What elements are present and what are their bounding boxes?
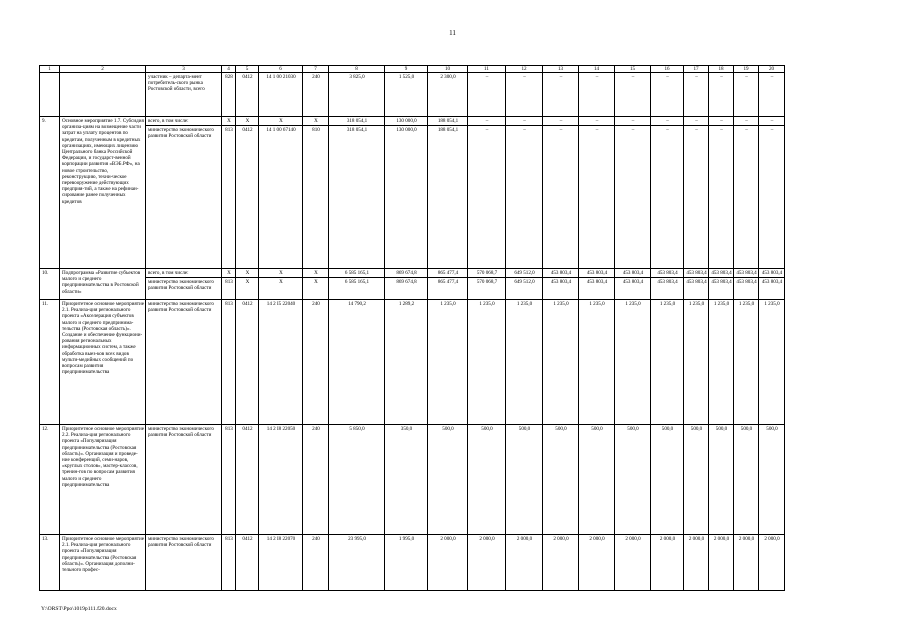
grbs-code-cell: 813	[222, 278, 236, 300]
year-amount-cell: –	[734, 73, 759, 117]
year-amount-cell: 649 512,0	[506, 269, 543, 278]
column-header: 5	[236, 66, 259, 73]
grbs-code-cell: 813	[222, 425, 236, 535]
table-row	[40, 269, 785, 278]
year-amount-cell: 1 525,0	[385, 73, 428, 117]
column-header: 8	[329, 66, 385, 73]
csr-code-cell: 14 2 I8 22070	[259, 535, 303, 591]
year-amount-cell: –	[579, 126, 615, 269]
row-number-cell: 9.	[40, 117, 60, 269]
column-header: 1	[40, 66, 60, 73]
year-amount-cell: 188 054,1	[428, 126, 468, 269]
table-row	[40, 117, 785, 126]
year-amount-cell: 2 000,0	[579, 535, 615, 591]
row-number-cell	[40, 73, 60, 117]
year-amount-cell: –	[651, 73, 684, 117]
year-amount-cell: 2 300,0	[428, 73, 468, 117]
year-amount-cell: 2 000,0	[684, 535, 709, 591]
column-header: 6	[259, 66, 303, 73]
participant-cell: министерство экономического развития Ростовской области	[146, 126, 222, 269]
year-amount-cell: 869 674,8	[385, 278, 428, 300]
activity-title-cell	[60, 73, 146, 117]
participant-cell: всего, в том числе:	[146, 117, 222, 126]
row-number-cell: 13.	[40, 535, 60, 591]
year-amount-cell: 453 803,4	[759, 269, 785, 278]
total-amount-cell: 23 995,0	[329, 535, 385, 591]
year-amount-cell: –	[684, 117, 709, 126]
year-amount-cell: 1 235,0	[468, 300, 506, 425]
column-header: 14	[579, 66, 615, 73]
participant-cell: министерство экономического развития Ростовской области	[146, 535, 222, 591]
year-amount-cell: 500,0	[468, 425, 506, 535]
column-header: 16	[651, 66, 684, 73]
year-amount-cell: 500,0	[428, 425, 468, 535]
grbs-code-cell: 813	[222, 535, 236, 591]
grbs-code-cell: 813	[222, 126, 236, 269]
year-amount-cell: –	[709, 73, 734, 117]
year-amount-cell: 1 995,0	[385, 535, 428, 591]
column-header: 17	[684, 66, 709, 73]
column-header: 7	[303, 66, 329, 73]
year-amount-cell: 453 803,4	[684, 269, 709, 278]
year-amount-cell: 869 674,8	[385, 269, 428, 278]
total-amount-cell: 5 850,0	[329, 425, 385, 535]
header-row	[40, 66, 785, 73]
rzpr-code-cell: 0412	[236, 126, 259, 269]
participant-cell: министерство экономического развития Ростовской области	[146, 278, 222, 300]
grbs-code-cell: 813	[222, 300, 236, 425]
grbs-code-cell: 828	[222, 73, 236, 117]
column-header: 19	[734, 66, 759, 73]
vr-code-cell: 240	[303, 73, 329, 117]
page-number: 11	[449, 29, 456, 37]
column-header: 11	[468, 66, 506, 73]
year-amount-cell: 1 235,0	[615, 300, 651, 425]
year-amount-cell: 453 803,4	[684, 278, 709, 300]
year-amount-cell: 453 803,4	[734, 278, 759, 300]
table-row	[40, 300, 785, 425]
year-amount-cell: 2 000,0	[428, 535, 468, 591]
footer-file-path: Y:\ORST\Ppo\1019p111.f20.docx	[41, 606, 117, 612]
year-amount-cell: –	[759, 117, 785, 126]
vr-code-cell: 240	[303, 425, 329, 535]
year-amount-cell: 500,0	[506, 425, 543, 535]
column-header: 9	[385, 66, 428, 73]
year-amount-cell: 1 235,0	[734, 300, 759, 425]
total-amount-cell: 3 825,0	[329, 73, 385, 117]
grbs-code-cell: Х	[222, 269, 236, 278]
year-amount-cell: –	[543, 126, 579, 269]
year-amount-cell: –	[506, 126, 543, 269]
budget-table-wrapper	[39, 65, 785, 591]
year-amount-cell: 500,0	[615, 425, 651, 535]
rzpr-code-cell: 0412	[236, 300, 259, 425]
year-amount-cell: 188 054,1	[428, 117, 468, 126]
year-amount-cell: 453 803,4	[651, 278, 684, 300]
year-amount-cell: 453 803,4	[543, 278, 579, 300]
total-amount-cell: 318 054,1	[329, 117, 385, 126]
vr-code-cell: 240	[303, 535, 329, 591]
year-amount-cell: 500,0	[734, 425, 759, 535]
csr-code-cell: 14 2 I8 22050	[259, 425, 303, 535]
grbs-code-cell: Х	[222, 117, 236, 126]
column-header: 10	[428, 66, 468, 73]
vr-code-cell: Х	[303, 117, 329, 126]
year-amount-cell: 2 000,0	[651, 535, 684, 591]
year-amount-cell: –	[543, 73, 579, 117]
year-amount-cell: –	[543, 117, 579, 126]
year-amount-cell: 2 000,0	[468, 535, 506, 591]
rzpr-code-cell: 0412	[236, 535, 259, 591]
year-amount-cell: 1 235,0	[428, 300, 468, 425]
row-number-cell: 11.	[40, 300, 60, 425]
year-amount-cell: 865 477,4	[428, 269, 468, 278]
year-amount-cell: 1 235,0	[684, 300, 709, 425]
year-amount-cell: –	[468, 73, 506, 117]
year-amount-cell: 500,0	[759, 425, 785, 535]
year-amount-cell: 865 477,4	[428, 278, 468, 300]
year-amount-cell: –	[684, 126, 709, 269]
year-amount-cell: 453 803,4	[734, 269, 759, 278]
column-header: 3	[146, 66, 222, 73]
year-amount-cell: 453 803,4	[709, 269, 734, 278]
year-amount-cell: 2 000,0	[759, 535, 785, 591]
year-amount-cell: 2 000,0	[709, 535, 734, 591]
year-amount-cell: 453 803,4	[651, 269, 684, 278]
year-amount-cell: 1 235,0	[709, 300, 734, 425]
activity-title-cell: Приоритетное основное мероприятие 2.1. Реализа-ция регионального проекта «Популяризация предпринимательства (Ростовская область)». Организация дополни-тельного профес-	[60, 535, 146, 591]
vr-code-cell: 240	[303, 300, 329, 425]
year-amount-cell: 2 000,0	[543, 535, 579, 591]
activity-title-cell: Приоритетное основное мероприятие 2.2. Реализа-ция регионального проекта «Популяризация предпринимательства (Ростовская область)». Организация и проведе-ние конференций, семи-наров, «круглых столов», мастер-классов, тренин-гов по вопросам развития малого и среднего предпринимательства	[60, 425, 146, 535]
activity-title-cell: Подпрограмма «Развитие субъектов малого и среднего предпринимательства в Ростовской области»	[60, 269, 146, 300]
year-amount-cell: 453 803,4	[615, 278, 651, 300]
csr-code-cell: 14 1 00 21030	[259, 73, 303, 117]
participant-cell: участник – департа-мент потребитель-ского рынка Ростовской области, всего	[146, 73, 222, 117]
year-amount-cell: 453 803,4	[543, 269, 579, 278]
total-amount-cell: 6 585 165,1	[329, 269, 385, 278]
year-amount-cell: –	[506, 117, 543, 126]
year-amount-cell: 649 512,0	[506, 278, 543, 300]
year-amount-cell: –	[651, 126, 684, 269]
vr-code-cell: 810	[303, 126, 329, 269]
year-amount-cell: 500,0	[684, 425, 709, 535]
year-amount-cell: 350,0	[385, 425, 428, 535]
total-amount-cell: 318 054,1	[329, 126, 385, 269]
total-amount-cell: 14 790,2	[329, 300, 385, 425]
year-amount-cell: –	[579, 117, 615, 126]
table-row	[40, 425, 785, 535]
year-amount-cell: 1 235,0	[506, 300, 543, 425]
year-amount-cell: –	[734, 117, 759, 126]
column-header: 4	[222, 66, 236, 73]
activity-title-cell: Основное мероприятие 1.7. Субсидия организа-циям на возмещение части затрат на уплату процентов по кредитам, полученным в кредитных организациях, имеющих лицензию Центрального банка Российской Федерации, и государст-венной корпорации развития «ВЭБ.РФ», на новое строительство, реконструкцию, техни-ческое перевооружение действующих предприя-тий, а также на рефинан-сирование ранее полученных кредитов	[60, 117, 146, 269]
year-amount-cell: 1 235,0	[759, 300, 785, 425]
year-amount-cell: –	[709, 117, 734, 126]
year-amount-cell: 2 000,0	[734, 535, 759, 591]
csr-code-cell: 14 1 00 67140	[259, 126, 303, 269]
year-amount-cell: –	[506, 73, 543, 117]
column-header: 20	[759, 66, 785, 73]
year-amount-cell: 1 235,0	[543, 300, 579, 425]
year-amount-cell: 130 000,0	[385, 117, 428, 126]
total-amount-cell: 6 585 165,1	[329, 278, 385, 300]
rzpr-code-cell: Х	[236, 269, 259, 278]
participant-cell: министерство экономического развития Ростовской области	[146, 300, 222, 425]
year-amount-cell: 500,0	[651, 425, 684, 535]
year-amount-cell: 453 803,4	[615, 269, 651, 278]
year-amount-cell: –	[615, 126, 651, 269]
year-amount-cell: 1 235,0	[579, 300, 615, 425]
year-amount-cell: 500,0	[709, 425, 734, 535]
year-amount-cell: –	[468, 117, 506, 126]
table-row	[40, 278, 785, 300]
participant-cell: всего, в том числе:	[146, 269, 222, 278]
table-row	[40, 535, 785, 591]
row-number-cell: 10.	[40, 269, 60, 300]
table-row	[40, 126, 785, 269]
year-amount-cell: 570 068,7	[468, 269, 506, 278]
csr-code-cell: Х	[259, 269, 303, 278]
participant-cell: министерство экономического развития Ростовской области	[146, 425, 222, 535]
csr-code-cell: Х	[259, 278, 303, 300]
year-amount-cell: 570 068,7	[468, 278, 506, 300]
csr-code-cell: 14 2 I5 22040	[259, 300, 303, 425]
column-header: 2	[60, 66, 146, 73]
year-amount-cell: 130 000,0	[385, 126, 428, 269]
year-amount-cell: 2 000,0	[506, 535, 543, 591]
row-number-cell: 12.	[40, 425, 60, 535]
year-amount-cell: 453 803,4	[709, 278, 734, 300]
year-amount-cell: –	[579, 73, 615, 117]
year-amount-cell: –	[615, 117, 651, 126]
table-row	[40, 73, 785, 117]
year-amount-cell: 453 803,4	[759, 278, 785, 300]
csr-code-cell: Х	[259, 117, 303, 126]
rzpr-code-cell: 0412	[236, 425, 259, 535]
rzpr-code-cell: Х	[236, 117, 259, 126]
rzpr-code-cell: Х	[236, 278, 259, 300]
column-header: 15	[615, 66, 651, 73]
vr-code-cell: Х	[303, 278, 329, 300]
year-amount-cell: –	[709, 126, 734, 269]
year-amount-cell: –	[759, 126, 785, 269]
vr-code-cell: Х	[303, 269, 329, 278]
year-amount-cell: 1 235,0	[651, 300, 684, 425]
column-header: 13	[543, 66, 579, 73]
column-header: 18	[709, 66, 734, 73]
year-amount-cell: –	[651, 117, 684, 126]
year-amount-cell: 453 803,4	[579, 269, 615, 278]
year-amount-cell: –	[734, 126, 759, 269]
year-amount-cell: 453 803,4	[579, 278, 615, 300]
year-amount-cell: 2 000,0	[615, 535, 651, 591]
column-header: 12	[506, 66, 543, 73]
year-amount-cell: –	[759, 73, 785, 117]
year-amount-cell: 500,0	[543, 425, 579, 535]
rzpr-code-cell: 0412	[236, 73, 259, 117]
year-amount-cell: –	[684, 73, 709, 117]
year-amount-cell: 1 289,2	[385, 300, 428, 425]
year-amount-cell: 500,0	[579, 425, 615, 535]
budget-table	[39, 65, 785, 591]
year-amount-cell: –	[615, 73, 651, 117]
activity-title-cell: Приоритетное основное мероприятие 2.1. Реализа-ция регионального проекта «Акселерация субъектов малого и среднего предпринима-тельства (Ростовская область)». Создание и обеспечение функциони-рования региональных информационных систем, а также обработка выез-ков всех видов мульти-медийных сообщений по вопросам развития предпринимательства	[60, 300, 146, 425]
year-amount-cell: –	[468, 126, 506, 269]
